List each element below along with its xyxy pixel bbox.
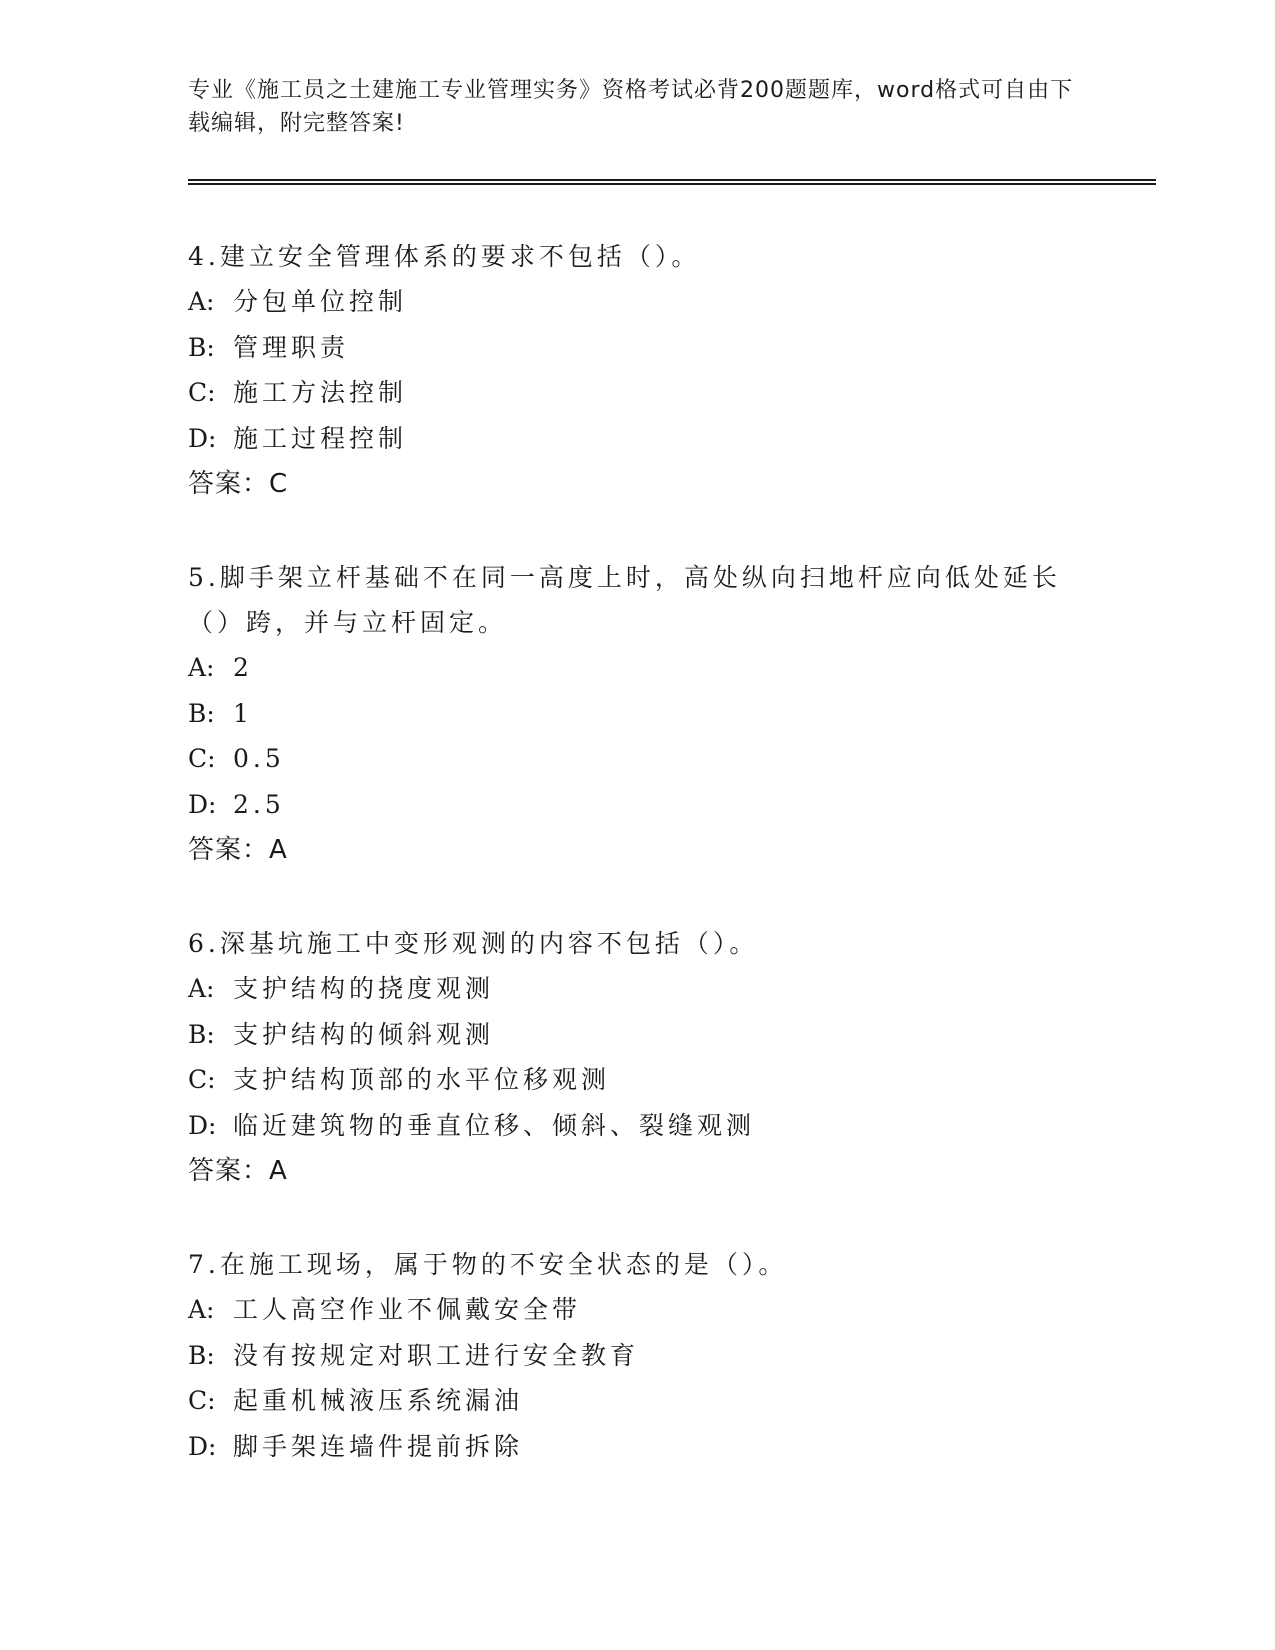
answer-line: 答案：A: [188, 835, 288, 865]
header-rule-bottom: [188, 183, 1156, 185]
option-d: [188, 1103, 1088, 1149]
answer-line: 答案：A: [188, 1156, 288, 1186]
question-stem: 5.脚手架立杆基础不在同一高度上时，高处纵向扫地杆应向低处延长（）跨，并与立杆固定。: [188, 563, 1061, 637]
option-text: 2.5: [233, 789, 285, 819]
option-text: 施工方法控制: [233, 378, 408, 407]
option-letter: D:: [188, 1110, 217, 1140]
document-header: [188, 74, 1088, 140]
option-d: [188, 782, 1088, 828]
question-6: [188, 921, 1088, 1194]
question-stem: 4.建立安全管理体系的要求不包括（）。: [188, 242, 701, 271]
option-text: 1: [233, 698, 253, 728]
option-letter: B:: [188, 698, 215, 728]
question-stem: 7.在施工现场，属于物的不安全状态的是（）。: [188, 1250, 788, 1279]
option-text: 起重机械液压系统漏油: [233, 1386, 524, 1415]
option-d: [188, 416, 1088, 462]
option-text: 支护结构顶部的水平位移观测: [233, 1065, 611, 1094]
option-letter: B:: [188, 1340, 215, 1370]
option-b: [188, 1333, 1088, 1379]
option-a: [188, 1287, 1088, 1333]
option-c: [188, 736, 1088, 782]
option-a: [188, 645, 1088, 691]
question-5: [188, 555, 1088, 873]
header-title: 专业《施工员之土建施工专业管理实务》资格考试必背200题题库，word格式可自由下载编辑，附完整答案!: [188, 78, 1074, 136]
option-text: 支护结构的倾斜观测: [233, 1019, 495, 1049]
option-text: 分包单位控制: [233, 287, 408, 316]
option-letter: D:: [188, 423, 217, 453]
option-letter: B:: [188, 1019, 215, 1049]
option-text: 工人高空作业不佩戴安全带: [233, 1295, 582, 1324]
option-b: [188, 1012, 1088, 1058]
option-text: 0.5: [233, 744, 285, 773]
option-letter: C:: [188, 744, 216, 773]
option-letter: A:: [188, 653, 215, 682]
option-c: [188, 1057, 1088, 1103]
option-letter: C:: [188, 1386, 216, 1415]
option-letter: C:: [188, 1065, 216, 1094]
option-letter: C:: [188, 378, 216, 407]
option-a: [188, 279, 1088, 325]
header-rule-top: [188, 179, 1156, 181]
option-text: 脚手架连墙件提前拆除: [233, 1431, 524, 1461]
question-7: [188, 1242, 1088, 1469]
option-text: 2: [233, 653, 253, 682]
option-letter: D:: [188, 1431, 217, 1461]
question-4: [188, 234, 1088, 507]
option-d: [188, 1424, 1088, 1470]
option-text: 临近建筑物的垂直位移、倾斜、裂缝观测: [233, 1110, 756, 1140]
option-text: 管理职责: [233, 332, 350, 362]
option-letter: A:: [188, 974, 215, 1003]
option-letter: D:: [188, 789, 217, 819]
option-letter: B:: [188, 332, 215, 362]
option-letter: A:: [188, 1295, 215, 1324]
answer-line: 答案：C: [188, 469, 289, 499]
option-letter: A:: [188, 287, 215, 316]
option-text: 施工过程控制: [233, 423, 408, 453]
option-text: 没有按规定对职工进行安全教育: [233, 1340, 640, 1370]
option-text: 支护结构的挠度观测: [233, 974, 495, 1003]
option-b: [188, 691, 1088, 737]
option-c: [188, 370, 1088, 416]
option-b: [188, 325, 1088, 371]
option-a: [188, 966, 1088, 1012]
option-c: [188, 1378, 1088, 1424]
question-list: [188, 234, 1088, 1517]
question-stem: 6.深基坑施工中变形观测的内容不包括（）。: [188, 929, 759, 958]
